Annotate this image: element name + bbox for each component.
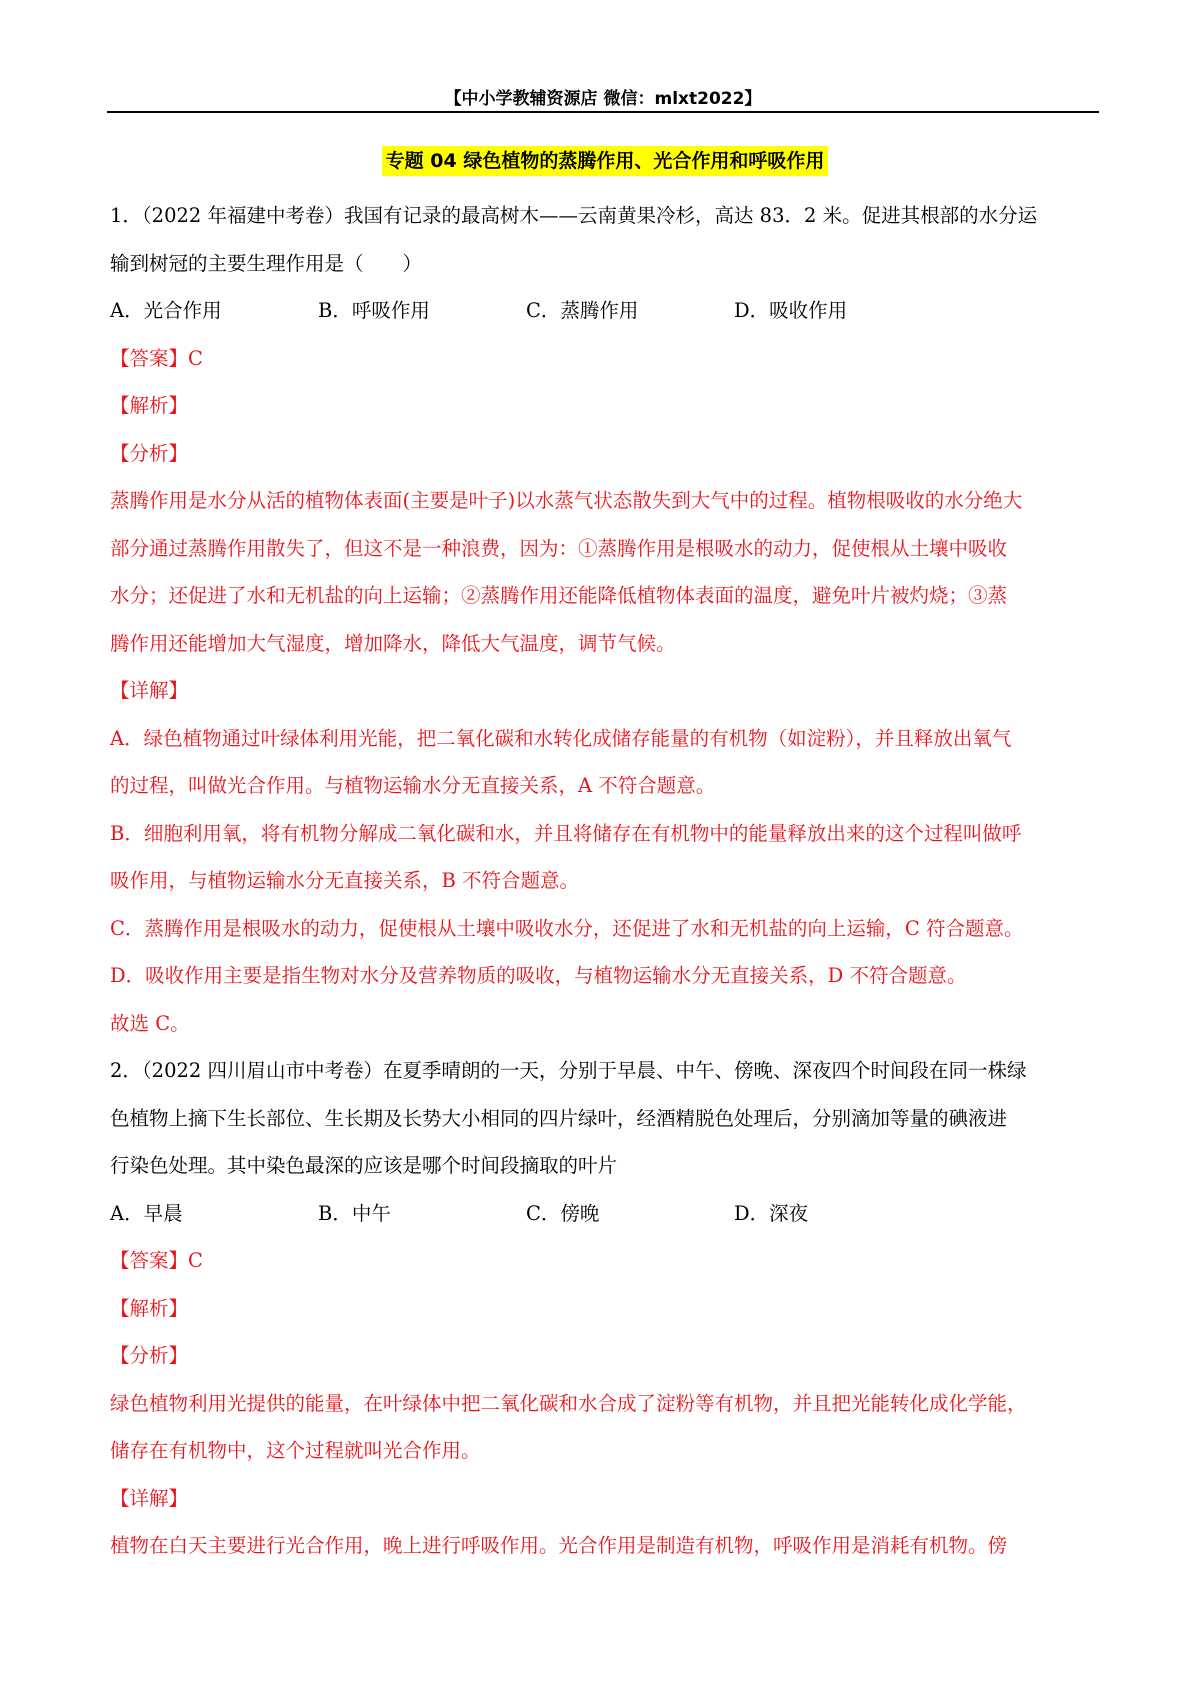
q1-fenxi-line: 蒸腾作用是水分从活的植物体表面(主要是叶子)以水蒸气状态散失到大气中的过程。植物根吸收的水分绝大 — [110, 489, 1023, 512]
title-row — [110, 146, 1100, 180]
q1-detail-line: D．吸收作用主要是指生物对水分及营养物质的吸收，与植物运输水分无直接关系，D 不符合题意。 — [110, 964, 967, 987]
q2-option-a: A．早晨 — [110, 1201, 183, 1225]
q1-detail-line: A．绿色植物通过叶绿体利用光能，把二氧化碳和水转化成储存能量的有机物（如淀粉），并且释放出氧气 — [110, 726, 1012, 750]
q2-option-d: D．深夜 — [734, 1201, 809, 1225]
q2-detail-heading: 【详解】 — [110, 1486, 189, 1510]
q1-options — [110, 287, 1100, 335]
q2-options — [110, 1190, 1100, 1238]
q1-stem-line-2: 输到树冠的主要生理作用是（ ） — [110, 251, 423, 275]
q1-option-a: A．光合作用 — [110, 299, 222, 322]
q1-conclusion: 故选 C。 — [110, 1011, 190, 1035]
q2-stem-line: 色植物上摘下生长部位、生长期及长势大小相同的四片绿叶，经酒精脱色处理后，分别滴加等量的碘液进 — [110, 1106, 1008, 1130]
q1-analysis-heading: 【解析】 — [110, 394, 189, 417]
q2-stem-line: 2．（2022 四川眉山市中考卷）在夏季晴朗的一天，分别于早晨、中午、傍晚、深夜四个时间段在同一株绿 — [110, 1059, 1027, 1082]
q1-detail-line: B．细胞利用氧，将有机物分解成二氧化碳和水，并且将储存在有机物中的能量释放出来的这个过程叫做呼 — [110, 821, 1022, 845]
q1-fenxi-line: 部分通过蒸腾作用散失了，但这不是一种浪费，因为：①蒸腾作用是根吸水的动力，促使根从土壤中吸收 — [110, 536, 1008, 560]
q2-option-b: B．中午 — [318, 1201, 391, 1225]
q1-option-d: D．吸收作用 — [734, 299, 848, 322]
q1-option-b: B．呼吸作用 — [318, 299, 430, 322]
q2-fenxi-line: 绿色植物利用光提供的能量，在叶绿体中把二氧化碳和水合成了淀粉等有机物，并且把光能转化成化学能， — [110, 1391, 1027, 1415]
q1-detail-heading: 【详解】 — [110, 679, 189, 702]
q2-answer: 【答案】C — [110, 1249, 203, 1272]
document-title: 专题 04 绿色植物的蒸腾作用、光合作用和呼吸作用 — [382, 146, 829, 176]
q2-fenxi-line: 储存在有机物中，这个过程就叫光合作用。 — [110, 1439, 481, 1462]
question-2 — [110, 1047, 1100, 1570]
q1-fenxi-line: 腾作用还能增加大气湿度，增加降水，降低大气温度，调节气候。 — [110, 631, 676, 655]
q1-answer: 【答案】C — [110, 346, 203, 370]
page-header: 【中小学教辅资源店 微信：mlxt2022】 — [444, 89, 762, 109]
q1-detail-line: C．蒸腾作用是根吸水的动力，促使根从土壤中吸收水分，还促进了水和无机盐的向上运输，C 符合题意。 — [110, 916, 1024, 940]
q2-stem-line: 行染色处理。其中染色最深的应该是哪个时间段摘取的叶片 — [110, 1154, 618, 1177]
document-body — [110, 146, 1100, 1570]
q1-option-c: C．蒸腾作用 — [526, 299, 639, 322]
q1-detail-line: 的过程，叫做光合作用。与植物运输水分无直接关系，A 不符合题意。 — [110, 774, 716, 797]
q1-stem-line-1: 1．（2022 年福建中考卷）我国有记录的最高树木——云南黄果冷杉，高达 83．2 米。促进其根部的水分运 — [110, 204, 1038, 227]
q2-fenxi-heading: 【分析】 — [110, 1344, 189, 1367]
q2-analysis-heading: 【解析】 — [110, 1296, 189, 1320]
q1-fenxi-heading: 【分析】 — [110, 441, 189, 465]
q1-detail-line: 吸作用，与植物运输水分无直接关系，B 不符合题意。 — [110, 869, 580, 892]
q1-fenxi-line: 水分；还促进了水和无机盐的向上运输；②蒸腾作用还能降低植物体表面的温度，避免叶片被灼烧；③蒸 — [110, 584, 1008, 607]
question-1 — [110, 192, 1100, 1047]
q2-detail-line: 植物在白天主要进行光合作用，晚上进行呼吸作用。光合作用是制造有机物，呼吸作用是消耗有机物。傍 — [110, 1534, 1008, 1557]
header-divider — [107, 111, 1099, 113]
q2-option-c: C．傍晚 — [526, 1201, 600, 1225]
